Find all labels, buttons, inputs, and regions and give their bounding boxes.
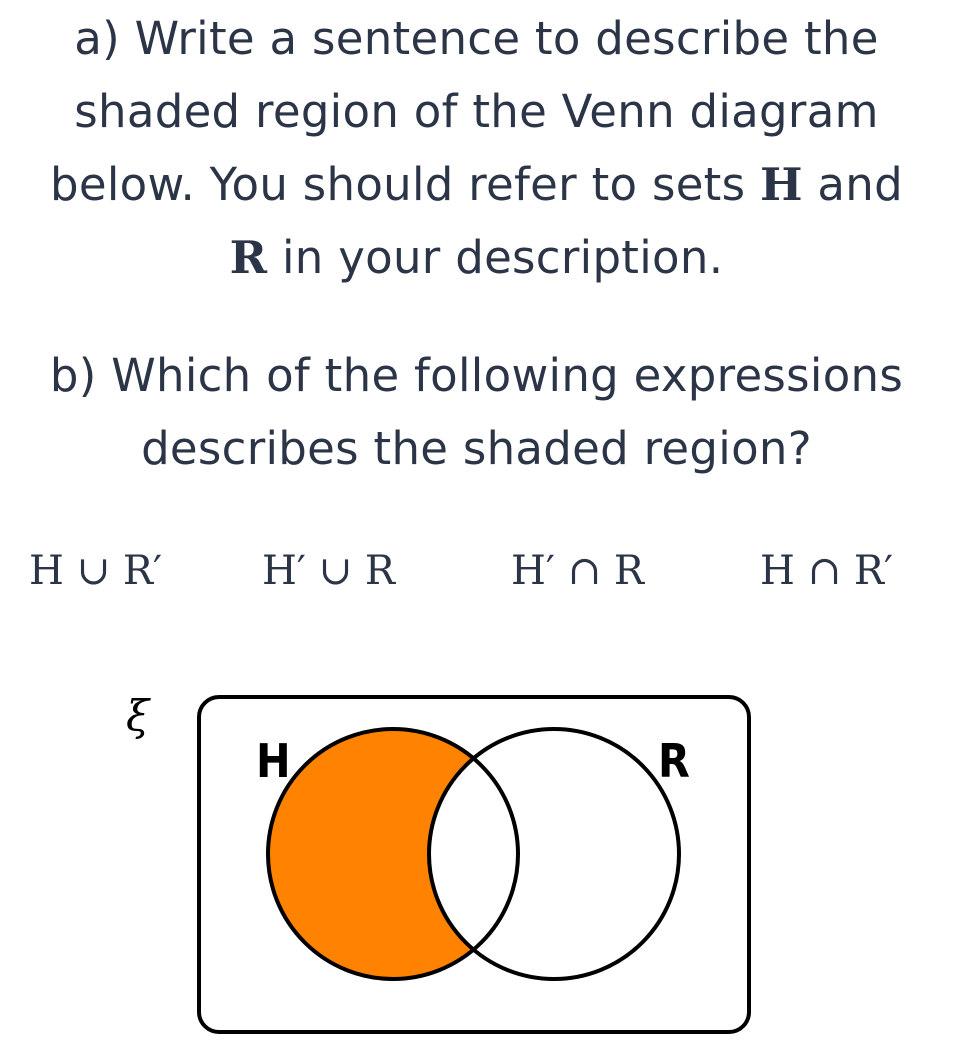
set-h-symbol: H xyxy=(759,158,803,211)
question-a-text-5: in your description. xyxy=(281,231,724,284)
part-b-label: b) xyxy=(49,349,97,402)
question-a-line-1 xyxy=(0,2,953,75)
set-r-symbol: R xyxy=(229,231,268,284)
question-a-line-2: shaded region of the Venn diagram xyxy=(74,85,879,138)
universal-set-symbol: ξ xyxy=(126,691,150,740)
set-r-label: R xyxy=(658,734,690,788)
question-a-text-1: Write a sentence to describe the xyxy=(134,12,879,65)
option-h-complement-union-r[interactable]: H′ ∪ R xyxy=(262,548,396,594)
set-h-label: H xyxy=(256,734,291,788)
question-a-text-3: below. You should refer to sets xyxy=(50,158,746,211)
question-a-text-4: and xyxy=(817,158,903,211)
question-a-line-3 xyxy=(0,148,953,221)
option-h-union-r-complement[interactable]: H ∪ R′ xyxy=(29,548,163,594)
question-part-a xyxy=(0,2,953,294)
question-a-line-4 xyxy=(0,221,953,294)
question-b-text-1: Which of the following expressions xyxy=(111,349,904,402)
part-a-label: a) xyxy=(74,12,120,65)
option-h-complement-intersect-r[interactable]: H′ ∩ R xyxy=(511,548,645,594)
question-b-line-1 xyxy=(0,339,953,412)
question-b-line-2: describes the shaded region? xyxy=(141,422,812,475)
question-part-b xyxy=(0,339,953,485)
venn-diagram xyxy=(0,660,953,1045)
option-h-intersect-r-complement[interactable]: H ∩ R′ xyxy=(760,548,894,594)
